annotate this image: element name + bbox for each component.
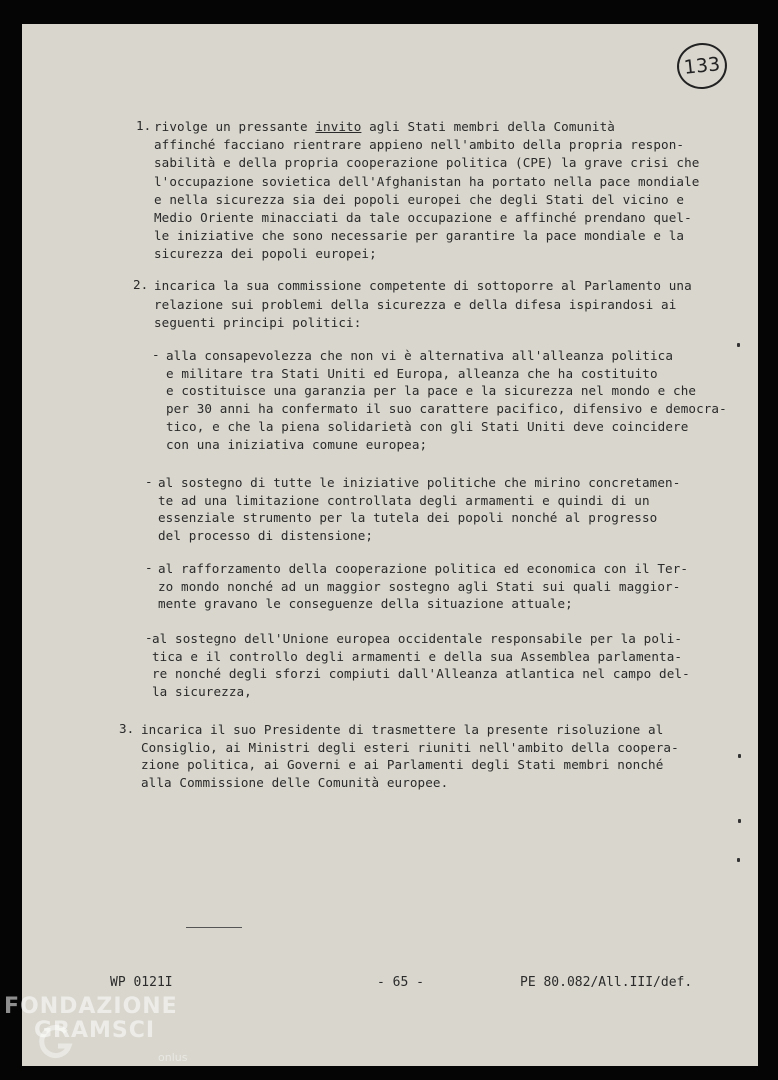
text-line: al sostegno dell'Unione europea occidentale responsabile per la poli- (152, 631, 683, 646)
text-segment: rivolge un pressante (154, 119, 316, 134)
margin-mark (737, 343, 740, 347)
text-line: e nella sicurezza sia dei popoli europei che degli Stati del vicino e (154, 191, 685, 207)
item-marker: - (152, 347, 160, 362)
text-line: te ad una limitazione controllata degli armamenti e quindi di un (158, 492, 650, 508)
archive-stamp: 133 (675, 41, 730, 92)
text-line: con una iniziativa comune europea; (166, 436, 428, 452)
margin-mark (738, 819, 741, 823)
watermark-suffix: onlus (158, 1051, 188, 1064)
text-line (154, 118, 615, 135)
margin-mark (738, 754, 741, 758)
text-line: Medio Oriente minacciati da tale occupazione e affinché prendano quel- (154, 210, 692, 225)
text-line: re nonché degli sforzi compiuti dall'Alleanza atlantica nel campo del- (152, 666, 690, 682)
text-line: incarica il suo Presidente di trasmettere la presente risoluzione al (141, 722, 664, 737)
text-line: al rafforzamento della cooperazione politica ed economica con il Ter- (158, 561, 689, 576)
text-line: l'occupazione sovietica dell'Afghanistan ha portato nella pace mondiale (154, 173, 700, 189)
text-line: per 30 anni ha confermato il suo carattere pacifico, difensivo e democra- (166, 401, 727, 417)
document-reference: PE 80.082/All.III/def. (520, 975, 693, 990)
text-line: alla Commissione delle Comunità europee. (141, 774, 449, 790)
text-line: sicurezza dei popoli europei; (154, 246, 377, 262)
item-marker: 3. (119, 721, 135, 736)
item-marker: 2. (133, 277, 149, 292)
signature-rule (186, 927, 242, 928)
margin-mark (737, 858, 740, 862)
text-segment: agli Stati membri della Comunità (361, 119, 615, 134)
text-line: alla consapevolezza che non vi è alternativa all'alleanza politica (166, 348, 674, 363)
item-marker: - (145, 474, 153, 489)
text-line: zo mondo nonché ad un maggior sostegno agli Stati sui quali maggior- (158, 578, 681, 594)
text-line: e militare tra Stati Uniti ed Europa, alleanza che ha costituito (166, 365, 658, 381)
item-marker: - (145, 560, 153, 575)
text-line: al sostegno di tutte le iniziative politiche che mirino concretamen- (158, 475, 681, 490)
text-line: del processo di distensione; (158, 528, 374, 544)
watermark-foundation: FONDAZIONE (4, 994, 178, 1019)
watermark-name: GRAMSCI (34, 1018, 156, 1043)
underlined-word: invito (315, 119, 362, 134)
text-line: Consiglio, ai Ministri degli esteri riuniti nell'ambito della coopera- (141, 739, 679, 755)
document-code: WP 0121I (110, 975, 173, 990)
text-line: zione politica, ai Governi e ai Parlamenti degli Stati membri nonché (141, 757, 664, 772)
text-line: le iniziative che sono necessarie per garantire la pace mondiale e la (154, 228, 685, 244)
item-marker: 1. (136, 118, 152, 133)
text-line: incarica la sua commissione competente di sottoporre al Parlamento una (154, 278, 692, 293)
text-line: tico, e che la piena solidarietà con gli Stati Uniti deve coincidere (166, 418, 689, 434)
text-line: essenziale strumento per la tutela dei popoli nonché al progresso (158, 510, 658, 526)
page-number: - 65 - (377, 975, 424, 990)
item-marker: - (145, 630, 153, 645)
text-line: tica e il controllo degli armamenti e della sua Assemblea parlamenta- (152, 648, 683, 664)
text-line: relazione sui problemi della sicurezza e della difesa ispirandosi ai (154, 296, 677, 312)
text-line: e costituisce una garanzia per la pace e la sicurezza nel mondo e che (166, 383, 697, 399)
text-line: la sicurezza, (152, 684, 252, 700)
text-line: sabilità e della propria cooperazione politica (CPE) la grave crisi che (154, 155, 700, 171)
text-line: affinché facciano rientrare appieno nell'ambito della propria respon- (154, 137, 685, 153)
text-line: mente gravano le conseguenze della situazione attuale; (158, 596, 573, 612)
text-line: seguenti principi politici: (154, 315, 362, 330)
